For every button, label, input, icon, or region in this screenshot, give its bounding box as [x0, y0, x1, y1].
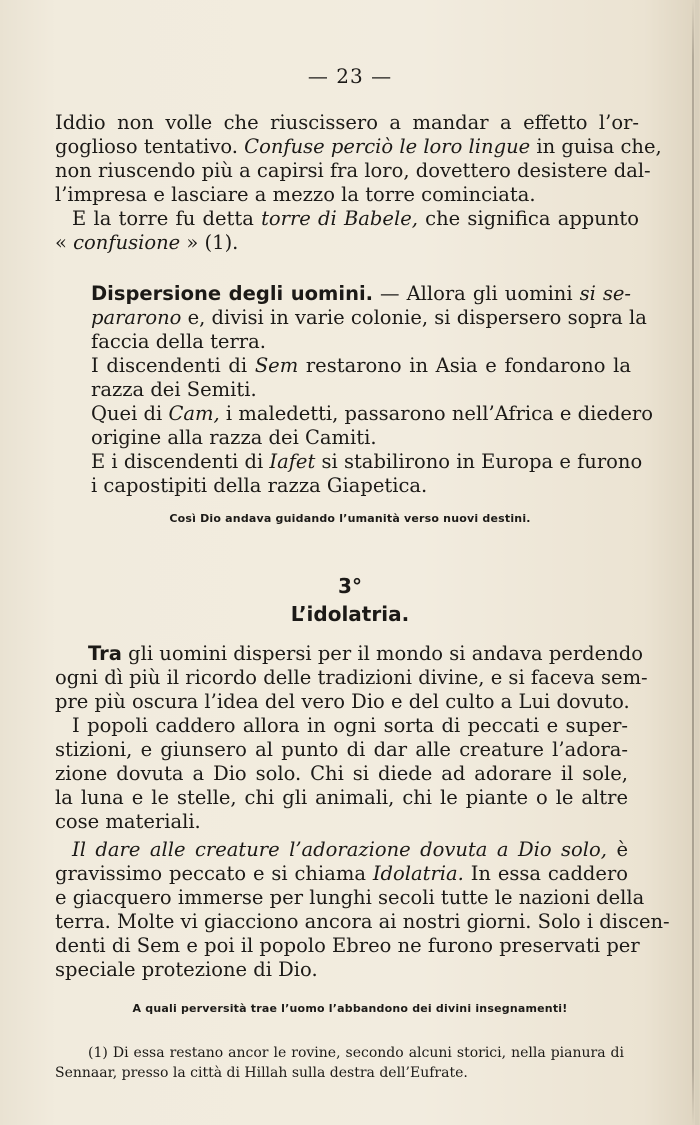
section-caption: Così Dio andava guidando l’umanità verso nuovi destini.: [169, 512, 531, 525]
text-line: pararono e, divisi in varie colonie, si dispersero sopra la: [91, 306, 647, 329]
section-caption: A quali perversità trae l’uomo l’abbandono dei divini insegnamenti!: [132, 1002, 568, 1015]
text-line: Tra gli uomini dispersi per il mondo si andava perdendo: [88, 642, 643, 665]
text-line: E la torre fu detta torre di Babele, che significa appunto: [72, 207, 639, 230]
text-line: I discendenti di Sem restarono in Asia e fondarono la: [91, 354, 631, 377]
text-line: « confusione » (1).: [55, 231, 239, 254]
text-line: ogni dì più il ricordo delle tradizioni divine, e si faceva sem-: [55, 666, 648, 689]
page-edge-line: [692, 0, 694, 1125]
text-line: I popoli caddero allora in ogni sorta di peccati e super-: [72, 714, 628, 737]
page-edge-shadow: [695, 0, 699, 1125]
footnote-line: (1) Di essa restano ancor le rovine, secondo alcuni storici, nella pianura di: [88, 1045, 624, 1061]
text-line: origine alla razza dei Camiti.: [91, 426, 377, 449]
text-line: stizioni, e giunsero al punto di dar alle creature l’adora-: [55, 738, 628, 761]
text-line: Dispersione degli uomini. — Allora gli uomini si se-: [91, 282, 632, 305]
text-line: speciale protezione di Dio.: [55, 958, 318, 981]
section-heading: Dispersione degli uomini.: [91, 282, 374, 305]
text-line: gravissimo peccato e si chiama Idolatria. In essa caddero: [55, 862, 629, 885]
section-title: L’idolatria.: [290, 602, 410, 626]
text-line: denti di Sem e poi il popolo Ebreo ne furono preservati per: [55, 934, 640, 957]
footnote-line: Sennaar, presso la città di Hillah sulla destra dell’Eufrate.: [55, 1065, 468, 1081]
page-number: — 23 —: [307, 64, 393, 88]
text-line: faccia della terra.: [91, 330, 266, 353]
text-line: pre più oscura l’idea del vero Dio e del culto a Lui dovuto.: [55, 690, 630, 713]
text-line: non riuscendo più a capirsi fra loro, dovettero desistere dal-: [55, 159, 651, 182]
text-line: e giacquero immerse per lunghi secoli tutte le nazioni della: [55, 886, 645, 909]
text-line: Il dare alle creature l’adorazione dovuta a Dio solo, è: [72, 838, 628, 861]
text-line: Quei di Cam, i maledetti, passarono nell’Africa e diedero: [91, 402, 653, 425]
text-line: l’impresa e lasciare a mezzo la torre cominciata.: [55, 183, 536, 206]
text-line: zione dovuta a Dio solo. Chi si diede ad adorare il sole,: [55, 762, 628, 785]
text-line: goglioso tentativo. Confuse perciò le loro lingue in guisa che,: [55, 135, 662, 158]
text-line: i capostipiti della razza Giapetica.: [91, 474, 428, 497]
section-number: 3°: [338, 574, 362, 598]
text-line: razza dei Semiti.: [91, 378, 257, 401]
text-line: cose materiali.: [55, 810, 201, 833]
text-line: Iddio non volle che riuscissero a mandar a effetto l’or-: [55, 111, 639, 134]
text-line: E i discendenti di Iafet si stabilirono in Europa e furono: [91, 450, 643, 473]
text-line: la luna e le stelle, chi gli animali, chi le piante o le altre: [55, 786, 628, 809]
text-line: terra. Molte vi giacciono ancora ai nostri giorni. Solo i discen-: [55, 910, 670, 933]
